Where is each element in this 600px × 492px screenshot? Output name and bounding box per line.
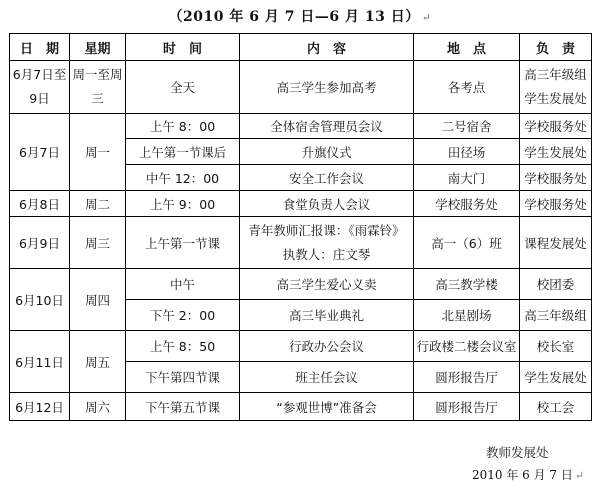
content-cell: 高三毕业典礼 xyxy=(240,300,414,331)
weekday-cell: 周六 xyxy=(70,393,126,421)
time-cell: 上午 8：00 xyxy=(126,114,240,139)
content-cell: 行政办公会议 xyxy=(240,331,414,362)
weekday-cell: 周五 xyxy=(70,331,126,393)
place-cell: 二号宿舍 xyxy=(414,114,520,139)
place-cell: 南大门 xyxy=(414,165,520,191)
place-cell: 高一（6）班 xyxy=(414,217,520,269)
paragraph-mark-icon: ↵ xyxy=(421,11,432,24)
time-cell: 下午 2：00 xyxy=(126,300,240,331)
content-cell: 全体宿舍管理员会议 xyxy=(240,114,414,139)
date-cell: 6月8日 xyxy=(10,191,70,217)
header-content: 内 容 xyxy=(240,34,414,61)
time-cell: 中午 xyxy=(126,269,240,300)
table-row xyxy=(10,191,592,217)
schedule-title: （2010 年 6 月 7 日—6 月 13 日） ↵ xyxy=(168,9,432,25)
place-cell: 行政楼二楼会议室 xyxy=(414,331,520,362)
owner-cell: 高三年级组学生发展处 xyxy=(520,61,592,114)
date-cell: 6月12日 xyxy=(10,393,70,421)
time-cell: 上午第一节课后 xyxy=(126,139,240,165)
content-line: 青年教师汇报课：《雨霖铃》 xyxy=(248,222,405,238)
owner-cell: 校长室 xyxy=(520,331,592,362)
date-cell: 6月9日 xyxy=(10,217,70,269)
content-cell: 班主任会议 xyxy=(240,362,414,393)
owner-cell: 学生发展处 xyxy=(520,362,592,393)
place-cell: 圆形报告厅 xyxy=(414,362,520,393)
content-cell: 高三学生爱心义卖 xyxy=(240,269,414,300)
date-cell: 6月7日 xyxy=(10,114,70,191)
owner-cell: 高三年级组 xyxy=(520,300,592,331)
owner-cell: 校工会 xyxy=(520,393,592,421)
header-time: 时 间 xyxy=(126,34,240,61)
header-place: 地 点 xyxy=(414,34,520,61)
weekday-cell: 周一 xyxy=(70,114,126,191)
owner-cell: 学校服务处 xyxy=(520,165,592,191)
table-row xyxy=(10,393,592,421)
owner-cell: 课程发展处 xyxy=(520,217,592,269)
place-cell: 圆形报告厅 xyxy=(414,393,520,421)
content-cell xyxy=(240,217,414,269)
owner-cell: 学生发展处 xyxy=(520,139,592,165)
time-cell: 下午第四节课 xyxy=(126,362,240,393)
time-cell: 全天 xyxy=(126,61,240,114)
content-cell: 高三学生参加高考 xyxy=(240,61,414,114)
header-owner: 负 责 xyxy=(520,34,592,61)
table-row xyxy=(10,269,592,300)
owner-cell: 学校服务处 xyxy=(520,191,592,217)
time-cell: 上午 8：50 xyxy=(126,331,240,362)
issuing-department: 教师发展处 xyxy=(486,445,549,460)
table-header-row xyxy=(10,34,592,61)
place-cell: 田径场 xyxy=(414,139,520,165)
header-date: 日 期 xyxy=(10,34,70,61)
content-cell: 安全工作会议 xyxy=(240,165,414,191)
table-row xyxy=(10,61,592,114)
time-cell: 上午 9：00 xyxy=(126,191,240,217)
time-cell: 中午 12：00 xyxy=(126,165,240,191)
content-cell: “参观世博”准备会 xyxy=(240,393,414,421)
weekday-cell: 周四 xyxy=(70,269,126,331)
paragraph-mark-icon: ↵ xyxy=(574,469,585,482)
owner-cell: 校团委 xyxy=(520,269,592,300)
table-row xyxy=(10,114,592,139)
weekday-cell: 周三 xyxy=(70,217,126,269)
weekday-cell: 周一至周三 xyxy=(70,61,126,114)
place-cell: 学校服务处 xyxy=(414,191,520,217)
issue-date: 2010 年 6 月 7 日 ↵ xyxy=(472,468,585,482)
content-line: 执教人：庄文琴 xyxy=(282,246,371,262)
owner-cell: 学校服务处 xyxy=(520,114,592,139)
content-cell: 升旗仪式 xyxy=(240,139,414,165)
place-cell: 各考点 xyxy=(414,61,520,114)
date-cell: 6月10日 xyxy=(10,269,70,331)
weekly-schedule-table xyxy=(9,33,592,421)
header-weekday: 星期 xyxy=(70,34,126,61)
weekday-cell: 周二 xyxy=(70,191,126,217)
time-cell: 上午第一节课 xyxy=(126,217,240,269)
place-cell: 高三教学楼 xyxy=(414,269,520,300)
time-cell: 下午第五节课 xyxy=(126,393,240,421)
place-cell: 北星剧场 xyxy=(414,300,520,331)
date-cell: 6月11日 xyxy=(10,331,70,393)
table-row xyxy=(10,331,592,362)
content-cell: 食堂负责人会议 xyxy=(240,191,414,217)
table-row xyxy=(10,217,592,269)
date-cell: 6月7日至9日 xyxy=(10,61,70,114)
